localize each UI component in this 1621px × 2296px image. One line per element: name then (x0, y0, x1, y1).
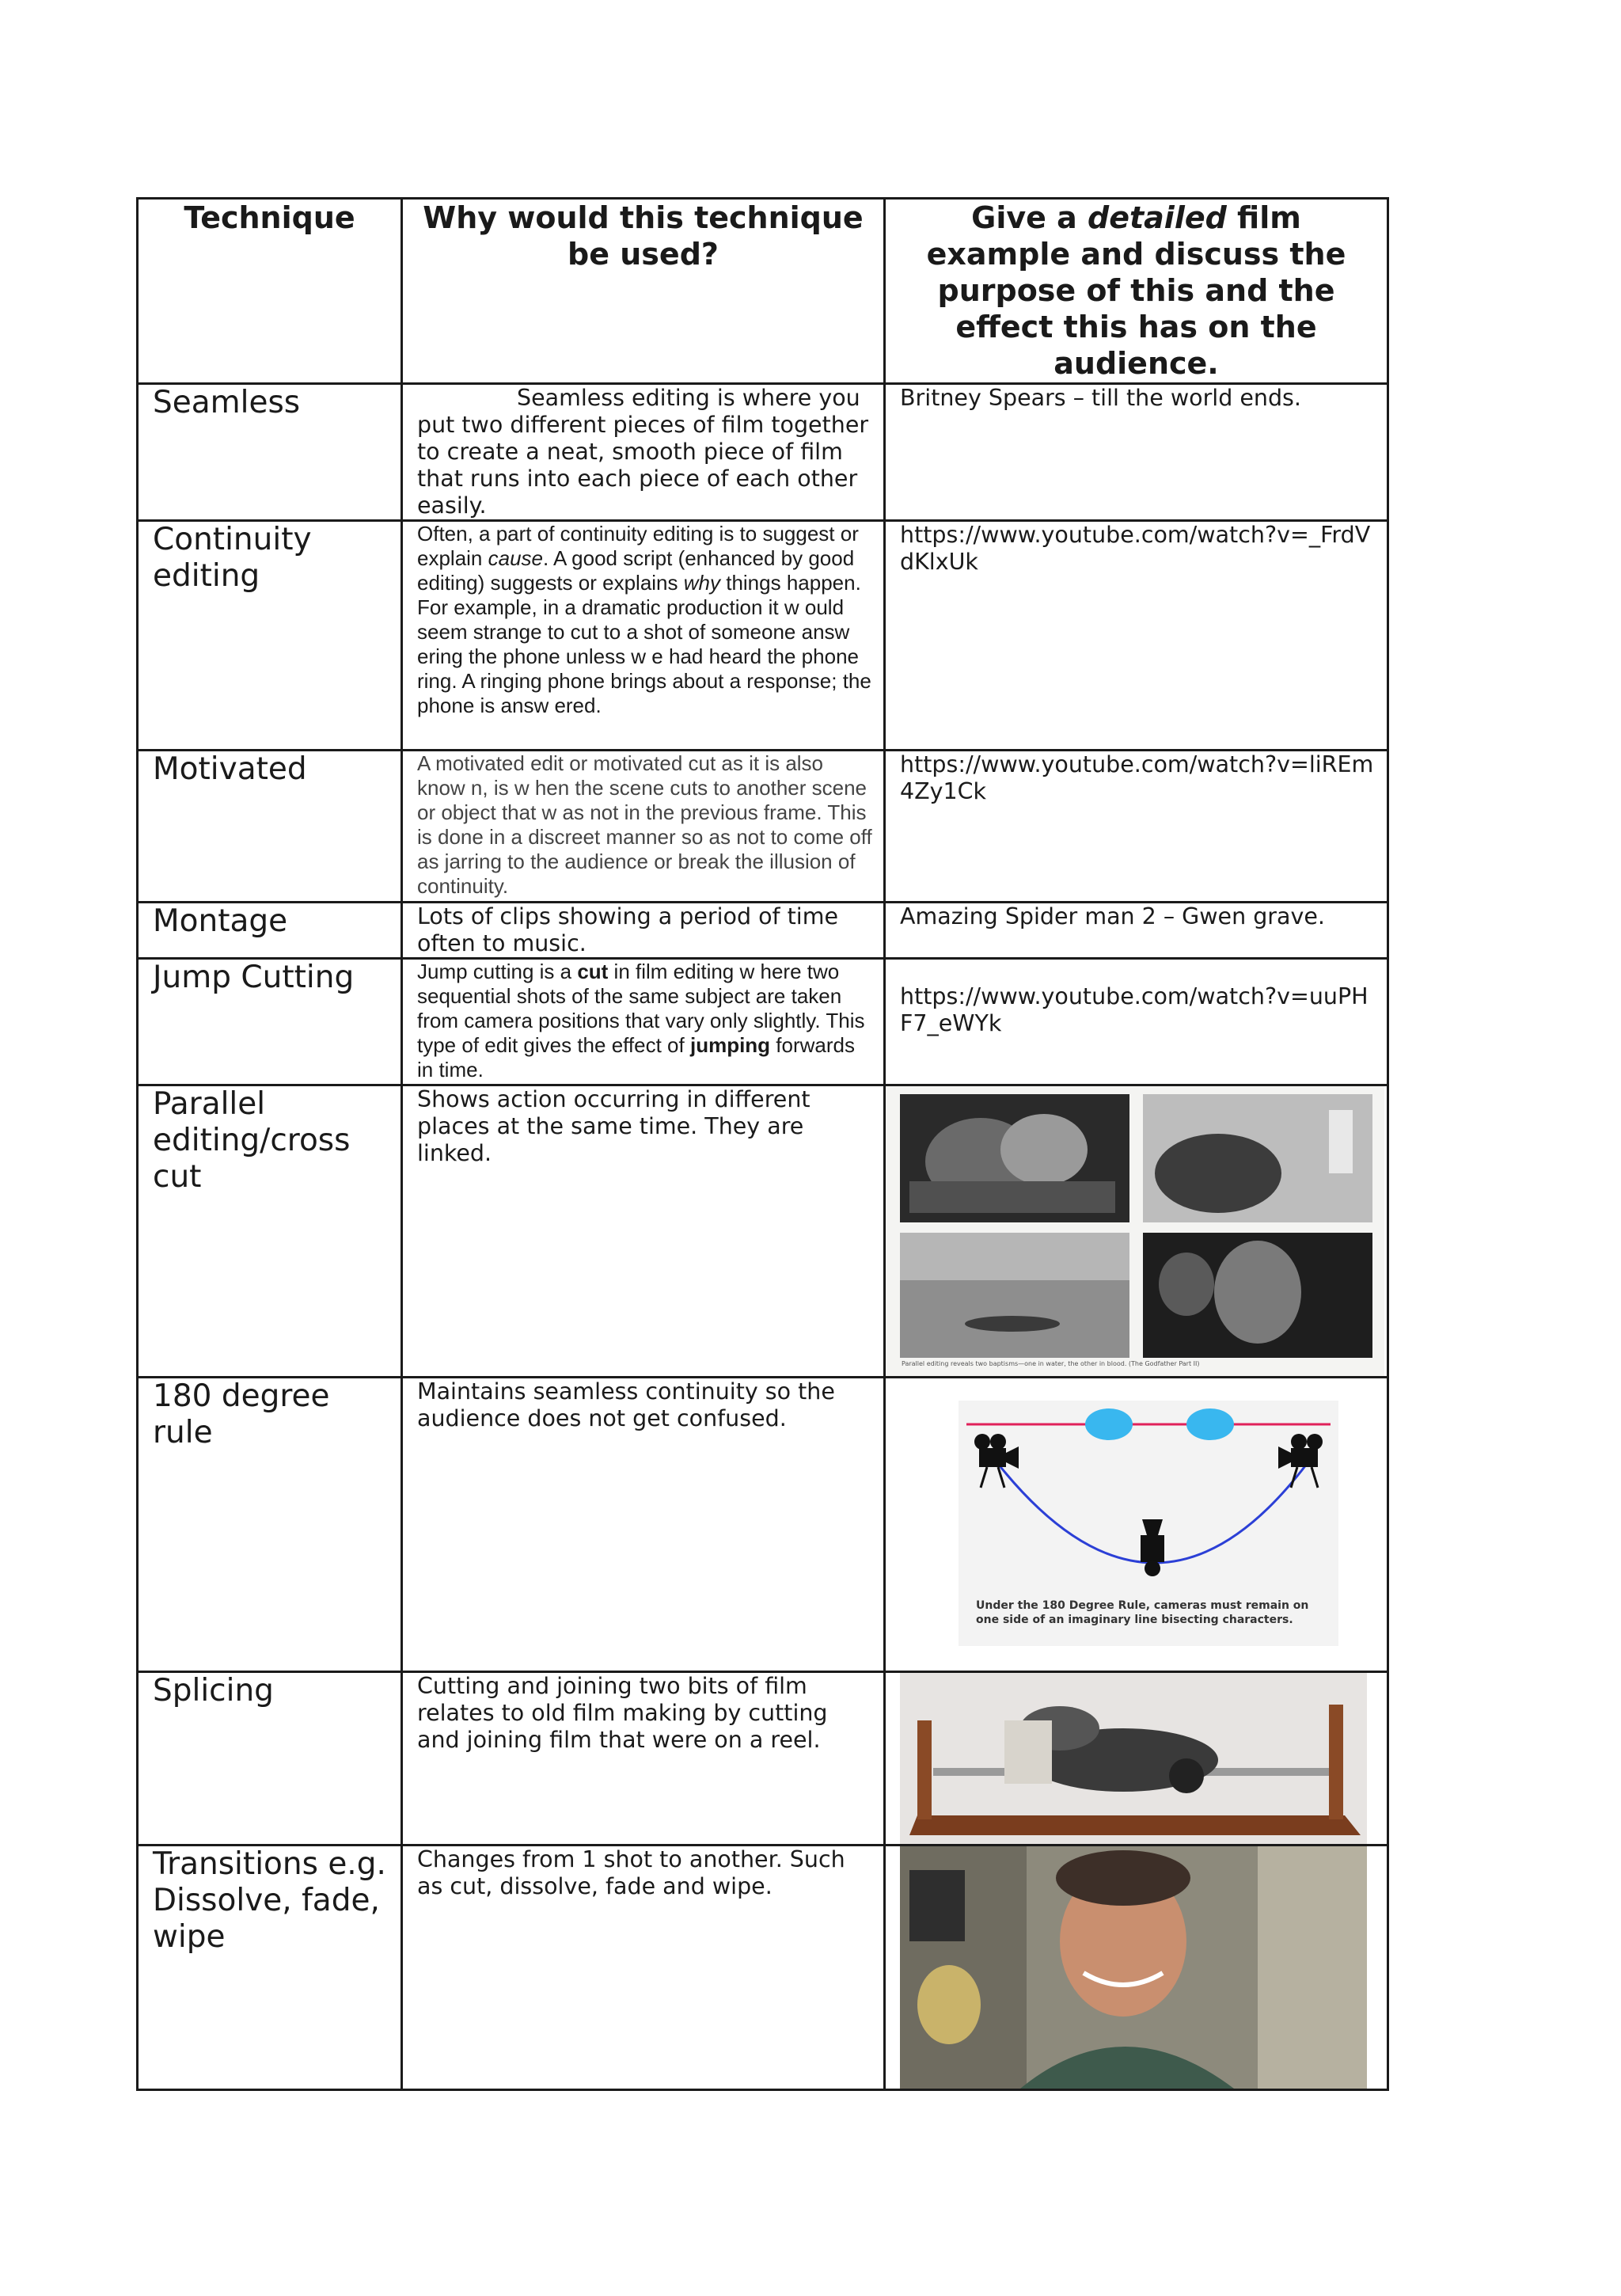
example-image-cell (885, 1378, 1388, 1672)
technique-cell: Transitions e.g. Dissolve, fade, wipe (138, 1846, 402, 2090)
technique-cell: Continuity editing (138, 521, 402, 751)
table-row (138, 384, 1388, 521)
technique-cell: Montage (138, 903, 402, 959)
technique-cell: Jump Cutting (138, 959, 402, 1085)
why-cell: Seamless editing is where you put two different pieces of film together to create a neat, smooth piece of film that runs into each piece of each other easily. (402, 384, 885, 521)
header-technique: Technique (138, 199, 402, 384)
camera-icon (1141, 1519, 1164, 1576)
header-row (138, 199, 1388, 384)
technique-cell: Motivated (138, 751, 402, 903)
why-cell: Often, a part of continuity editing is to suggest or explain cause. A good script (enhanced by good editing) suggests or explains why things happen. For example, in a dramatic production it w ould seem strange to cut to a shot of someone answ ering the phone unless w e had heard the phone ring. A ringing phone brings about a response; the phone is answ ered. (402, 521, 885, 751)
why-cell: Jump cutting is a cut in film editing w here two sequential shots of the same subject are taken from camera positions that vary only slightly. This type of edit gives the effect of jumping forwards in time. (402, 959, 885, 1085)
diagram-caption: Under the 180 Degree Rule, cameras must remain on one side of an imaginary line bisecting characters. (976, 1599, 1309, 1626)
character-circle (1186, 1408, 1234, 1440)
example-image-cell (885, 1672, 1388, 1846)
why-cell: A motivated edit or motivated cut as it is also know n, is w hen the scene cuts to another scene or object that w as not in the previous frame. This is done in a discreet manner so as not to come off as jarring to the audience or break the illusion of continuity. (402, 751, 885, 903)
table-row (138, 903, 1388, 959)
dissolve-still-image (886, 1846, 1384, 2089)
technique-cell: Parallel editing/cross cut (138, 1085, 402, 1378)
why-cell: Changes from 1 shot to another. Such as cut, dissolve, fade and wipe. (402, 1846, 885, 2090)
camera-icon (1278, 1434, 1323, 1488)
film-splicer-image (886, 1673, 1384, 1844)
why-cell: Maintains seamless continuity so the audience does not get confused. (402, 1378, 885, 1672)
header-example: Give a detailed film example and discuss the purpose of this and the effect this has on the audience. (885, 199, 1388, 384)
character-circle (1085, 1408, 1133, 1440)
why-cell: Cutting and joining two bits of film relates to old film making by cutting and joining film that were on a reel. (402, 1672, 885, 1846)
technique-cell: Splicing (138, 1672, 402, 1846)
example-link[interactable]: https://www.youtube.com/watch?v=liREm4Zy1Ck (885, 751, 1388, 903)
example-link[interactable]: https://www.youtube.com/watch?v=uuPHF7_eWYk (885, 959, 1388, 1085)
table-row (138, 521, 1388, 751)
why-cell: Shows action occurring in different places at the same time. They are linked. (402, 1085, 885, 1378)
table-row (138, 959, 1388, 1085)
table-row (138, 1085, 1388, 1378)
table-row (138, 751, 1388, 903)
photo-collage-image (886, 1086, 1384, 1376)
example-link[interactable]: https://www.youtube.com/watch?v=_FrdVdKlxUk (885, 521, 1388, 751)
techniques-table (136, 197, 1389, 2091)
example-image-cell (885, 1085, 1388, 1378)
technique-cell: 180 degree rule (138, 1378, 402, 1672)
example-cell: Amazing Spider man 2 – Gwen grave. (885, 903, 1388, 959)
table-row (138, 1672, 1388, 1846)
header-why: Why would this technique be used? (402, 199, 885, 384)
example-image-cell (885, 1846, 1388, 2090)
180-degree-diagram (959, 1401, 1338, 1598)
example-cell: Britney Spears – till the world ends. (885, 384, 1388, 521)
technique-cell: Seamless (138, 384, 402, 521)
collage-caption: Parallel editing reveals two baptisms—one in water, the other in blood. (The Godfather Part II) (902, 1360, 1200, 1367)
table-row (138, 1378, 1388, 1672)
table-row (138, 1846, 1388, 2090)
why-cell: Lots of clips showing a period of time often to music. (402, 903, 885, 959)
